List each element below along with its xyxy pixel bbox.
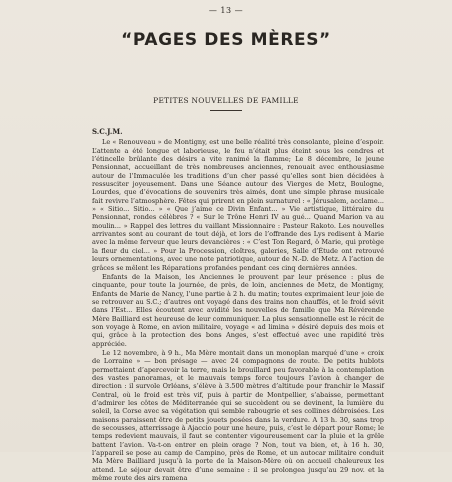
- section-heading: S.C.J.M.: [92, 127, 123, 136]
- section-subtitle: PETITES NOUVELLES DE FAMILLE: [153, 96, 299, 105]
- title-divider: [210, 110, 242, 111]
- paragraph-2: Enfants de la Maison, les Anciennes le prouvent par leur présence : plus de cinquante, pour toute la journée, de près, de loin, anciennes de Metz, de Montigny, Enfants de Marie de Nancy, l’une partie à 2 h. du matin; toutes exprimaient leur joie de se retrouver au S.C.; d’autres ont voyagé dans des trains non chauffés, et le froid sévit dans l’Est... Elles écoutent avec avidité les nouvelles de famille que Ma Révérende Mère Bailliard est heureuse de leur communiquer. La plus sensationnelle est le récit de son voyage à Rome, en avion militaire, voyage « ad limina » désiré depuis des mois et qui, grâce à la protection des bons Anges, s’est effectué avec une rapidité très appréciée.: [92, 272, 384, 348]
- article-body: [92, 128, 384, 482]
- paragraph-1: Le « Renouveau » de Montigny, est une belle réalité très consolante, pleine d’espoir. L’attente a été longue et laborieuse, le feu n’était plus éteint sous les cendres et l’étincelle brûlante des désirs a vite ranimé la flamme; Le 8 décembre, le jeune Pensionnat, accueillant de très nombreuses anciennes, renouait avec enthousiasme autour de l’Immaculée les traditions d’un cher passé qu’elles sont bien décidées à ressusciter joyeusement. Dans une Séance autour des Vierges de Metz, Boulogne, Lourdes, que d’évocations de souvenirs très aimés, dont une simple phrase musicale fait revivre l’atmosphère. Fêtes qui prirent en plein surnaturel : « Jérusalem, acclame... » « Sitio... Sitio... » « Que j’aime ce Divin Enfant... » Vie artistique, littéraire du Pensionnat, rondes célèbres ? « Sur le Trône Henri IV au gué... Quand Marion va au moulin... » Rappel des lettres du vaillant Missionnaire : Pasteur Rakoto. Les nouvelles arrivantes sont au courant de tout déjà, et lors de l’offrande des Lys redisent à Marie avec la même ferveur que leurs devancières : « C’est Ton Regard, ô Marie, qui protège la fleur du ciel... » Pour la Procession, cloîtres, galeries, Salle d’Étude ont retrouvé leurs ornementations, avec une note patriotique, autour de N.-D. de Metz. A l’action de grâces se mêlent les Réparations profanées pendant ces cinq dernières années.: [92, 138, 384, 272]
- page-number: — 13 —: [208, 6, 244, 15]
- paragraph-3: Le 12 novembre, à 9 h., Ma Mère montait dans un monoplan marqué d’une « croix de Lorraine » — bon présage — avec 24 compagnons de route. De petits hublots permettaient d’apercevoir la terre, mais le brouillard peu favorable à la contemplation des vastes panoramas, et le mauvais temps force toujours l’avion à changer de direction : il survole Orléans, s’élève à 3.500 mètres d’altitude pour franchir le Massif Central, où le froid est très vif, puis à partir de Montpellier, s’abaisse, permettant d’admirer les côtes de Méditerranée qui se succèdent ou se devinent, la lumière du soleil, la Corse avec sa végétation qui semble rabougrie et ses collines débroisées. Les maisons paraissent être de petits jouets posées dans la verdure. A 13 h. 30, sans trop de secousses, atterrissage à Ajaccio pour une heure, puis, c’est le départ pour Rome; le temps redevient mauvais, il faut se contenter vigoureusement car la pluie et la grêle battent l’avion. Va-t-on entrer en plein orage ? Non, tout va bien, et, à 16 h. 30, l’appareil se pose au camp de Campino, près de Rome, et un autocar militaire conduit Ma Mère Bailliard jusqu’à la porte de la Maison-Mère où on accueil chaleureux les attend. Le séjour devait être d’une semaine : il se prolongea jusqu’au 29 nov. et la même route des airs ramena: [92, 348, 384, 482]
- page-title: “PAGES DES MÈRES”: [121, 30, 331, 50]
